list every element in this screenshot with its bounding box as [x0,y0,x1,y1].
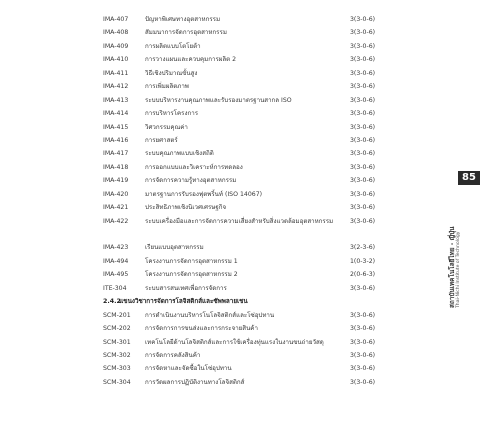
course-credit: 3(3-0-6) [350,150,376,158]
sidebar-english-name: Thai-Nichi Institute of Technology [456,231,461,308]
course-code: IMA-494 [103,257,129,265]
course-title: การออกแบบและวิเคราะห์การทดลอง [145,163,243,171]
course-row [103,188,393,201]
course-code: IMA-422 [103,217,129,225]
course-row [103,94,393,107]
course-title: ประสิทธิภาพเชิงนิเวศเศรษฐกิจ [145,204,227,212]
course-row [103,201,393,214]
course-title: เทคโนโลยีด้านโลจิสติกส์และการใช้เครื่องทุ่นแรงในงานขนถ่ายวัสดุ [145,338,324,346]
course-title: ระบบคุณภาพแบบเชิงสถิติ [145,150,214,158]
course-code: IMA-419 [103,177,129,185]
course-row [103,174,393,187]
section-heading [103,295,393,308]
course-credit: 3(3-0-6) [350,365,376,373]
course-row [103,53,393,66]
course-row [103,349,393,362]
course-credit: 3(3-0-6) [350,42,376,50]
course-credit: 3(2-3-6) [350,244,376,252]
course-code: IMA-417 [103,150,129,158]
course-row [103,282,393,295]
course-row [103,376,393,389]
course-credit: 3(3-0-6) [350,136,376,144]
section-number: 2.4.2 [103,298,121,306]
course-title: การบริหารโครงการ [145,110,199,118]
course-code: SCM-304 [103,378,131,386]
course-title: วิศวกรรมคุณค่า [145,123,188,131]
course-credit: 1(0-3-2) [350,257,376,265]
course-code: IMA-421 [103,204,129,212]
course-code: IMA-423 [103,244,129,252]
course-title: การยศาสตร์ [145,136,178,144]
course-title: การดำเนินงานบริหารโนโลจิสติกส์และโซ่อุปทาน [145,311,275,319]
course-credit: 3(3-0-6) [350,325,376,333]
course-code: IMA-415 [103,123,129,131]
course-credit: 2(0-6-3) [350,271,376,279]
course-code: SCM-202 [103,325,131,333]
course-credit: 3(3-0-6) [350,351,376,359]
course-code: IMA-412 [103,83,129,91]
course-code: ITE-304 [103,284,127,292]
course-row [103,362,393,375]
course-credit: 3(3-0-6) [350,177,376,185]
course-row [103,268,393,281]
course-row [103,107,393,120]
course-title: การจัดการความรู้ทางอุตสาหกรรม [145,177,237,185]
course-code: IMA-407 [103,16,129,23]
course-credit: 3(3-0-6) [350,123,376,131]
course-credit: 3(3-0-6) [350,69,376,77]
course-credit: 3(3-0-6) [350,16,376,23]
course-row [103,147,393,160]
course-credit: 3(3-0-6) [350,110,376,118]
course-list-logistics [103,309,393,390]
course-row [103,134,393,147]
course-row [103,161,393,174]
course-list [103,13,393,389]
course-list-industrial [103,13,393,295]
course-code: IMA-411 [103,69,129,77]
course-code: IMA-414 [103,110,129,118]
course-code: IMA-418 [103,163,129,171]
section-title: แขนงวิชาการจัดการโลจิสติกส์และซัพพลายเชน [119,298,248,306]
course-code: SCM-301 [103,338,131,346]
page-number-tab: 85 [458,171,480,185]
course-title: ระบบเครื่องมือและการจัดการความเสี่ยงสำหรับสิ่งแวดล้อมอุตสาหกรรม [145,217,334,225]
course-row [103,26,393,39]
course-row [103,255,393,268]
sidebar-institute-name [448,227,462,309]
course-title: วิธีเชิงปริมาณขั้นสูง [145,69,198,77]
course-credit: 3(3-0-6) [350,163,376,171]
course-row [103,215,393,242]
course-row [103,80,393,93]
course-row [103,67,393,80]
course-title: ปัญหาพิเศษทางอุตสาหกรรม [145,16,221,23]
course-code: IMA-409 [103,42,129,50]
course-credit: 3(3-0-6) [350,190,376,198]
course-credit: 3(3-0-6) [350,96,376,104]
course-code: SCM-201 [103,311,131,319]
course-row [103,121,393,134]
sidebar-thai-name: สถาบันเทคโนโลยีไทย - ญี่ปุ่น [448,226,456,308]
course-row [103,322,393,335]
course-row [103,241,393,254]
course-title: การผลิตแบบโตโยต้า [145,42,201,50]
course-title: เรียนแบบอุตสาหกรรม [145,244,204,252]
course-code: IMA-413 [103,96,129,104]
course-code: IMA-495 [103,271,129,279]
course-code: SCM-303 [103,365,131,373]
course-credit: 3(3-0-6) [350,311,376,319]
course-credit: 3(3-0-6) [350,83,376,91]
course-title: สัมมนาการจัดการอุตสาหกรรม [145,29,227,37]
course-title: การจัดหาและจัดซื้อในโซ่อุปทาน [145,365,232,373]
course-title: ระบบบริหารงานคุณภาพและรับรองมาตรฐานสากล ISO [145,96,292,104]
course-row [103,336,393,349]
course-credit: 3(3-0-6) [350,56,376,64]
course-credit: 3(3-0-6) [350,29,376,37]
course-code: SCM-302 [103,351,131,359]
course-credit: 3(3-0-6) [350,338,376,346]
course-row [103,13,393,26]
course-credit: 3(3-0-6) [350,217,376,225]
course-title: ระบบสารสนเทศเพื่อการจัดการ [145,284,227,292]
course-credit: 3(3-0-6) [350,204,376,212]
course-title: การวัดผลการปฏิบัติงานทางโลจิสติกส์ [145,378,245,386]
course-code: IMA-410 [103,56,129,64]
course-title: โครงงานการจัดการอุตสาหกรรม 1 [145,257,238,265]
course-code: IMA-420 [103,190,129,198]
course-row [103,40,393,53]
course-row [103,309,393,322]
course-credit: 3(3-0-6) [350,284,376,292]
course-code: IMA-416 [103,136,129,144]
course-title: การเพิ่มผลิตภาพ [145,83,189,91]
course-title: โครงงานการจัดการอุตสาหกรรม 2 [145,271,238,279]
course-title: การวางแผนและควบคุมการผลิต 2 [145,56,237,64]
course-code: IMA-408 [103,29,129,37]
course-credit: 3(3-0-6) [350,378,376,386]
course-title: การจัดการการขนส่งและการกระจายสินค้า [145,325,258,333]
course-title: การจัดการคลังสินค้า [145,351,201,359]
course-title: มาตรฐานการรับรองฟุตพริ้นท์ (ISO 14067) [145,190,263,198]
